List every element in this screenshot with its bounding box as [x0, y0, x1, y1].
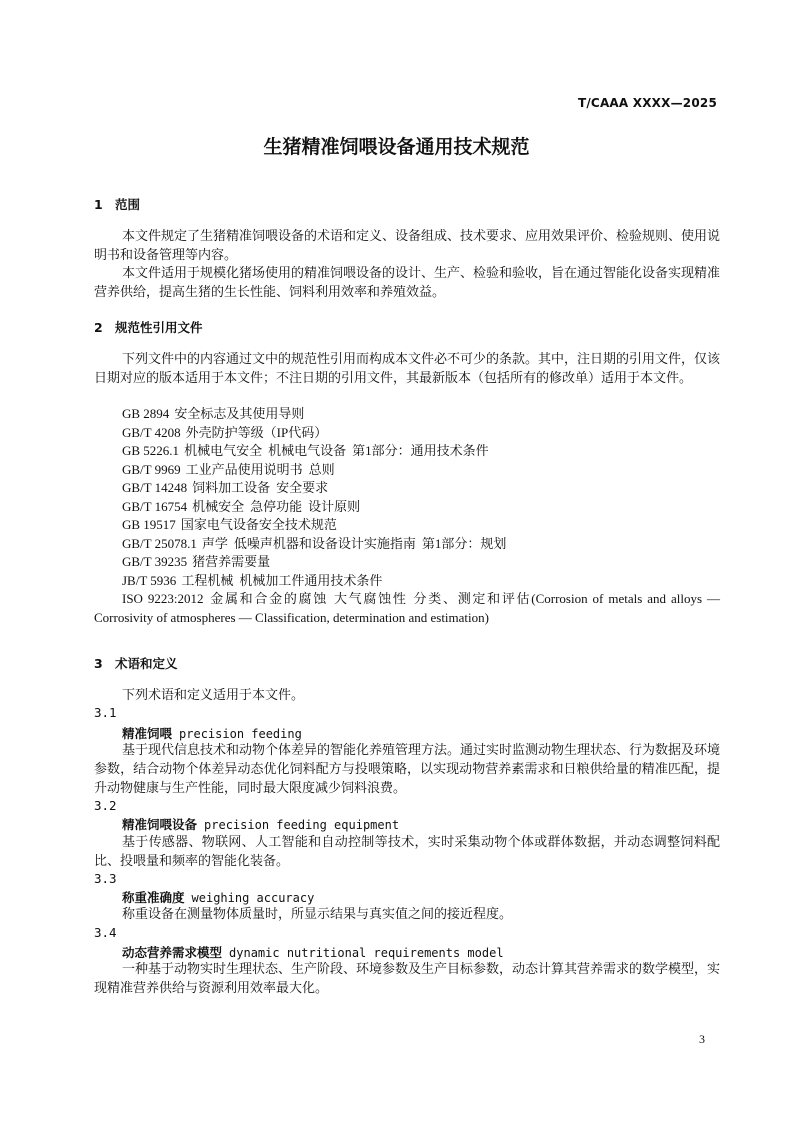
section-title: 范围	[115, 197, 141, 212]
term-english: precision feeding equipment	[204, 818, 400, 832]
section-2-intro: 下列文件中的内容通过文中的规范性引用而构成本文件必不可少的条款。其中，注日期的引用文件，仅该日期对应的版本适用于本文件；不注日期的引用文件，其最新版本（包括所有的修改单）适用于本文件。	[94, 351, 721, 385]
reference-code: GB 5226.1	[122, 443, 180, 458]
page-number: 3	[699, 1032, 705, 1046]
reference-item	[94, 590, 720, 627]
reference-code: GB/T 14248	[122, 480, 188, 495]
reference-title-part: 低噪声机器和设备设计实施指南	[233, 535, 416, 551]
reference-code: GB/T 39235	[122, 554, 188, 569]
reference-code: GB/T 9969	[122, 461, 181, 477]
reference-code: GB/T 25078.1	[122, 535, 197, 551]
section-title: 术语和定义	[115, 656, 178, 671]
document-title: 生猪精准饲喂设备通用技术规范	[263, 136, 530, 158]
reference-title: 机械安全	[192, 498, 245, 514]
section-1-paragraph-1: 本文件规定了生猪精准饲喂设备的术语和定义、设备组成、技术要求、应用效果评价、检验规则、使用说明书和设备管理等内容。	[94, 228, 721, 262]
reference-title: 安全标志及其使用导则	[174, 406, 305, 421]
reference-item	[122, 442, 720, 461]
document-code: T/CAAA XXXX—2025	[577, 96, 717, 110]
reference-code: GB 2894	[122, 406, 170, 421]
reference-title-part: 第1部分：规划	[421, 535, 507, 551]
section-title: 规范性引用文件	[115, 320, 203, 335]
term-name	[122, 888, 314, 906]
term-chinese: 称重准确度	[122, 890, 185, 905]
section-number: 3	[94, 656, 103, 671]
section-3-intro: 下列术语和定义适用于本文件。	[122, 687, 305, 702]
reference-title: 猪营养需要量	[192, 554, 271, 569]
term-definition: 基于传感器、物联网、人工智能和自动控制等技术，实时采集动物个体或群体数据，并动态调整饲料配比、投喂量和频率的智能化装备。	[94, 834, 720, 868]
term-number: 3.1	[94, 705, 117, 720]
reference-code: GB/T 16754	[122, 498, 188, 514]
reference-item	[122, 479, 720, 498]
reference-title-part: 安全要求	[276, 480, 329, 495]
term-name	[122, 724, 302, 742]
reference-title-part: 总则	[308, 461, 335, 477]
reference-code: GB/T 4208	[122, 424, 181, 440]
reference-title: 声学	[201, 535, 228, 551]
reference-title-part: 急停功能	[250, 498, 303, 514]
term-number: 3.3	[94, 871, 117, 886]
term-definition: 基于现代信息技术和动物个体差异的智能化养殖管理方法。通过实时监测动物生理状态、行为数据及环境参数，结合动物个体差异动态优化饲料配方与投喂策略，以实现动物营养素需求和日粮供给量的精准匹配，提升动物健康与生产性能，同时最大限度减少饲料浪费。	[94, 742, 721, 795]
term-chinese: 精准饲喂	[122, 726, 173, 741]
reference-title-part: 机械加工件通用技术条件	[239, 572, 383, 588]
reference-title-part: 机械电气设备	[268, 443, 347, 458]
section-number: 2	[94, 320, 103, 335]
term-chinese: 精准饲喂设备	[122, 817, 198, 832]
section-1-paragraph-2: 本文件适用于规模化猪场使用的精准饲喂设备的设计、生产、检验和验收，旨在通过智能化设备实现精准营养供给，提高生猪的生长性能、饲料利用效率和养殖效益。	[94, 265, 721, 299]
section-1-heading	[94, 195, 140, 213]
term-number: 3.2	[94, 798, 117, 813]
term-definition: 一种基于动物实时生理状态、生产阶段、环境参数及生产目标参数，动态计算其营养需求的数学模型，实现精准营养供给与资源利用效率最大化。	[94, 961, 721, 995]
section-2-heading	[94, 318, 203, 336]
reference-title: 外壳防护等级（IP代码）	[185, 424, 328, 440]
term-name	[122, 815, 399, 833]
reference-item	[122, 572, 720, 591]
term-definition: 称重设备在测量物体质量时，所显示结果与真实值之间的接近程度。	[122, 906, 513, 921]
reference-title: 机械电气安全	[184, 443, 263, 458]
reference-title-part: 设计原则	[308, 498, 361, 514]
term-english: dynamic nutritional requirements model	[229, 946, 504, 960]
reference-item	[122, 405, 720, 424]
reference-title: 工程机械	[181, 572, 234, 588]
reference-item	[122, 535, 720, 554]
term-chinese: 动态营养需求模型	[122, 945, 223, 960]
reference-item	[122, 553, 720, 572]
reference-item	[122, 498, 720, 517]
reference-code: JB/T 5936	[122, 572, 177, 588]
reference-title: 工业产品使用说明书	[185, 461, 303, 477]
term-name	[122, 943, 504, 961]
section-3-heading	[94, 654, 178, 672]
term-number: 3.4	[94, 925, 117, 940]
section-number: 1	[94, 197, 103, 212]
reference-title-part: 第1部分：通用技术条件	[352, 443, 489, 458]
reference-code: ISO 9223:2012	[122, 591, 204, 606]
reference-item	[122, 516, 720, 535]
reference-title-part: 大气腐蚀性	[333, 591, 408, 606]
reference-title: 饲料加工设备	[192, 480, 271, 495]
reference-item	[122, 461, 720, 480]
reference-title-part: 分类、测定和评估(Corrosion of metals and alloys — Corrosivity of atmospheres — Classification, determination and estimation)	[94, 591, 720, 625]
reference-title: 国家电气设备安全技术规范	[180, 517, 337, 532]
reference-item	[122, 424, 720, 443]
term-english: weighing accuracy	[191, 891, 315, 905]
reference-title: 金属和合金的腐蚀	[208, 591, 328, 606]
term-english: precision feeding	[179, 727, 302, 741]
reference-code: GB 19517	[122, 517, 176, 532]
normative-reference-list	[94, 405, 720, 627]
